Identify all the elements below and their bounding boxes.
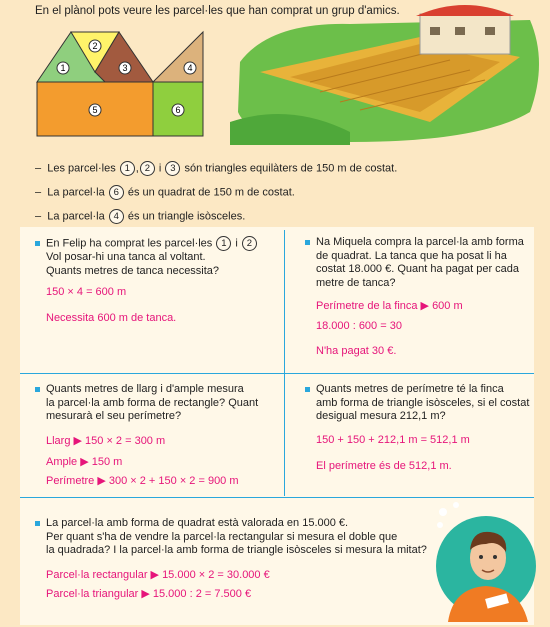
plot-label-4: 4 xyxy=(187,63,193,73)
wheat-field-illustration xyxy=(230,2,548,145)
q1-answer-2: Necessita 600 m de tanca. xyxy=(46,312,177,324)
question-2: Na Miquela compra la parcel·la amb forma de quadrat. La tanca que ha posat li ha costat 18.000 €. Quant ha pagat per cada metre de tanca? xyxy=(305,236,530,290)
intro-text: En el plànol pots veure les parcel·les que han comprat un grup d'amics. xyxy=(35,5,400,17)
bullet-1: – Les parcel·les 1 , 2 i 3 són triangles equilàters de 150 m de costat. xyxy=(35,162,398,175)
q2-answer-2: 18.000 : 600 = 30 xyxy=(316,320,402,332)
question-4: Quants metres de perímetre té la finca amb forma de triangle isòsceles, si el costat desigual mesura 212,1 m? xyxy=(305,383,530,424)
boy-illustration xyxy=(428,500,538,622)
question-5: La parcel·la amb forma de quadrat està valorada en 15.000 €. Per quant s'ha de vendre la parcel·la rectangular si mesura el doble que la quadrada? I la parcel·la amb forma de triangle isòsceles si mesura la mitat? xyxy=(35,517,435,558)
q2-answer-1: Perímetre de la finca ▶ 600 m xyxy=(316,300,463,312)
q4-answer-2: El perímetre és de 512,1 m. xyxy=(316,460,452,472)
q3-answer-1: Llarg ▶ 150 × 2 = 300 m xyxy=(46,435,166,447)
plot-diagram xyxy=(35,22,210,140)
bullet-3: – La parcel·la 4 és un triangle isòsceles. xyxy=(35,210,246,223)
plot-label-1: 1 xyxy=(60,63,66,73)
bullet-square-icon xyxy=(35,387,40,392)
q5-answer-2: Parcel·la triangular ▶ 15.000 : 2 = 7.500 € xyxy=(46,588,252,600)
bullet-square-icon xyxy=(35,241,40,246)
divider-v xyxy=(284,230,285,496)
plot-label-2: 2 xyxy=(92,41,98,51)
q2-answer-3: N'ha pagat 30 €. xyxy=(316,345,397,357)
q1-answer-1: 150 × 4 = 600 m xyxy=(46,286,127,298)
question-3: Quants metres de llarg i d'ample mesura la parcel·la amb forma de rectangle? Quant mesurarà el seu perímetre? xyxy=(35,383,280,424)
question-1: En Felip ha comprat les parcel·les 1 i 2 Vol posar-hi una tanca al voltant. Quants metres de tanca necessita? xyxy=(35,236,275,278)
bullet-square-icon xyxy=(35,521,40,526)
bullet-square-icon xyxy=(305,240,310,245)
plot-label-5: 5 xyxy=(92,105,98,115)
plot-4 xyxy=(153,32,203,82)
q3-answer-2: Ample ▶ 150 m xyxy=(46,456,123,468)
bullet-square-icon xyxy=(305,387,310,392)
divider-h1 xyxy=(20,373,534,374)
q5-answer-1: Parcel·la rectangular ▶ 15.000 × 2 = 30.000 € xyxy=(46,569,270,581)
bullet-2: – La parcel·la 6 és un quadrat de 150 m de costat. xyxy=(35,186,295,199)
q3-answer-3: Perímetre ▶ 300 × 2 + 150 × 2 = 900 m xyxy=(46,475,239,487)
q4-answer-1: 150 + 150 + 212,1 m = 512,1 m xyxy=(316,434,470,446)
plot-label-6: 6 xyxy=(175,105,181,115)
divider-h2 xyxy=(20,497,534,498)
plot-label-3: 3 xyxy=(122,63,128,73)
